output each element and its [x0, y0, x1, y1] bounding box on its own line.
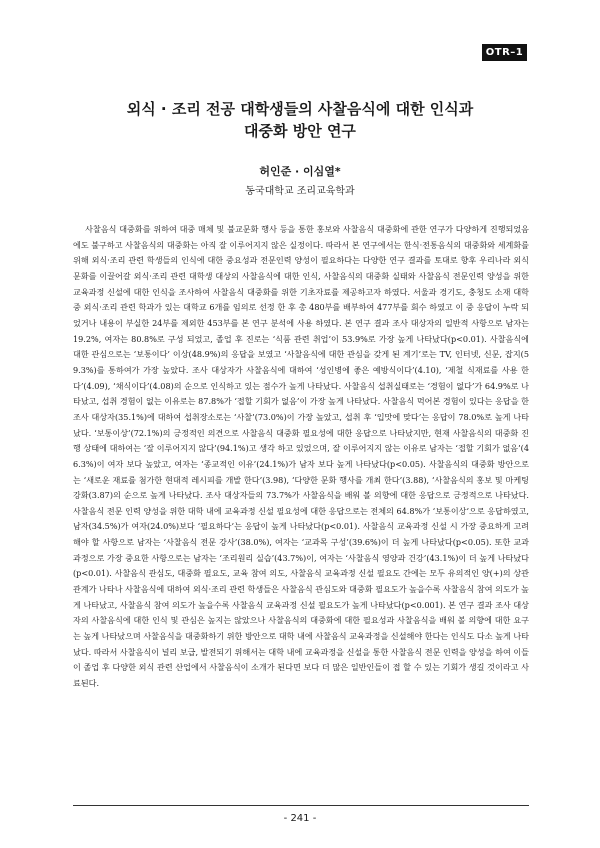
session-code-badge: OTR–1 [482, 44, 527, 61]
authors: 허인준 · 이심열* [259, 165, 341, 178]
paper-title-line-1: 외식 · 조리 전공 대학생들의 사찰음식에 대한 인식과 [126, 100, 474, 118]
abstract-body: 사찰음식 대중화를 위하여 대중 매체 및 불교문화 행사 등을 통한 홍보와 사찰음식 대중화에 관한 연구가 다양하게 진행되었음에도 불구하고 사찰음식의 대중화는 아직 잘 이루어지지 않은 실정이다. 따라서 본 연구에서는 한식·전통음식의 대중화와 세계화를 위해 외식·조리 관련 학생들의 인식에 대한 중요성과 전문인력 양성이 필요하다는 다양한 연구 결과를 토대로 향후 우리나라 외식문화를 이끌어갈 외식·조리 관련 대학생 대상의 사찰음식에 대한 인식, 사찰음식의 대중화 실태와 사찰음식 전문인력 양성을 위한 교육과정 신설에 대한 인식을 조사하여 사찰음식 대중화를 위한 기초자료를 제공하고자 하였다. 서울과 경기도, 충청도 소재 대학 중 외식·조리 관련 학과가 있는 대학교 6개를 임의로 선정 한 후 총 480부를 배부하여 477부를 회수 하였고 이 중 응답이 누락 되었거나 내용이 부실한 24부를 제외한 453부를 본 연구 분석에 사용 하였다. 본 연구 결과 조사 대상자의 일반적 사항으로 남자는 19.2%, 여자는 80.8%로 구성 되었고, 졸업 후 진로는 ‘식품 관련 취업’이 53.9%로 가장 높게 나타났다(p<0.01). 사찰음식에 대한 관심으로는 ‘보통이다’ 이상(48.9%)의 응답을 보였고 ‘사찰음식에 대한 관심을 갖게 된 계기’로는 TV, 인터넷, 신문, 잡지(59.3%)를 통하여가 가장 높았다. 조사 대상자가 사찰음식에 대하여 ‘성인병에 좋은 예방식이다’(4.10), ‘제철 식재료를 사용 한다’(4.09), ‘채식이다’(4.08)의 순으로 인식하고 있는 점수가 높게 나타났다. 사찰음식 섭취실태로는 ‘경험이 없다’가 64.9%로 나타났고, 섭취 경험이 없는 이유로는 87.8%가 ‘접할 기회가 없음’이 가장 높게 나타났다. 사찰음식 먹어본 경험이 있다는 응답을 한 조사 대상자(35.1%)에 대하여 섭취장소로는 ‘사찰’(73.0%)이 가장 높았고, 섭취 후 ‘입맛에 맞다’는 응답이 78.0%로 높게 나타났다. ‘보통이상’(72.1%)의 긍정적인 의견으로 사찰음식 대중화 필요성에 대한 응답으로 나타났지만, 현재 사찰음식의 대중화 진행 상태에 대하여는 ‘잘 이루어지지 않다’(94.1%)고 생각 하고 있었으며, 잘 이루어지지 않는 이유로 남자는 ‘접할 기회가 없음’(46.3%)이 여자 보다 높았고, 여자는 ‘종교적인 이유’(24.1%)가 남자 보다 높게 나타났다(p<0.05). 사찰음식의 대중화 방안으로는 ‘새로운 재료를 첨가한 현대적 레시피를 개발 한다’(3.98), ‘다양한 문화 행사를 개최 한다’(3.88), ‘사찰음식의 홍보 및 마케팅 강화(3.87)의 순으로 높게 나타났다. 조사 대상자들의 73.7%가 사찰음식을 배워 볼 의향에 대한 응답으로 긍정적으로 나타났다. 사찰음식 전문 인력 양성을 위한 대학 내에 교육과정 신설 필요성에 대한 응답으로는 전체의 64.8%가 ‘보통이상’으로 응답하였고, 남자(34.5%)가 여자(24.0%)보다 ‘필요하다’는 응답이 높게 나타났다(p<0.01). 사찰음식 교육과정 신설 시 가장 중요하게 고려해야 할 사항으로 남자는 ‘사찰음식 전문 강사’(38.0%), 여자는 ‘교과목 구성’(39.6%)이 더 높게 나타났다(p<0.05). 또한 교과과정으로 가장 중요한 사항으로는 남자는 ‘조리원리 실습’(43.7%)이, 여자는 ‘사찰음식 영양과 건강’(43.1%)이 더 높게 나타났다(p<0.01). 사찰음식 관심도, 대중화 필요도, 교육 참여 의도, 사찰음식 교육과정 신설 필요도 간에는 모두 유의적인 양(+)의 상관관계가 나타나 사찰음식에 대하여 외식·조리 관련 학생들은 사찰음식 관심도와 대중화 필요도가 높을수록 사찰음식 참여 의도가 높게 나타났고, 사찰음식 참여 의도가 높을수록 사찰음식 교육과정 신설 필요도가 높게 나타났다(p<0.001). 본 연구 결과 조사 대상자의 사찰음식에 대한 인식 및 관심은 높지는 않았으나 사찰음식의 대중화에 대한 필요성과 사찰음식을 배워 볼 의향에 대한 요구는 높게 나타났으며 사찰음식을 대중화하기 위한 방안으로 대학 내에 사찰음식 교육과정을 신설해야 한다는 인식도 다소 높게 나타났다. 따라서 사찰음식이 널리 보급, 발전되기 위해서는 대학 내에 교육과정을 신설을 통한 사찰음식 전문 인력을 양성을 하여 이들이 졸업 후 다양한 외식 관련 산업에서 사찰음식이 소개가 된다면 보다 더 많은 일반인들이 접 할 수 있는 기회가 생길 것이라고 사료된다. [73, 224, 529, 689]
footer-divider [73, 805, 529, 806]
affiliation: 동국대학교 조리교육학과 [245, 186, 355, 197]
page-number: - 241 - [283, 813, 317, 824]
paper-title [0, 98, 600, 142]
paper-title-line-2: 대중화 방안 연구 [244, 122, 356, 140]
